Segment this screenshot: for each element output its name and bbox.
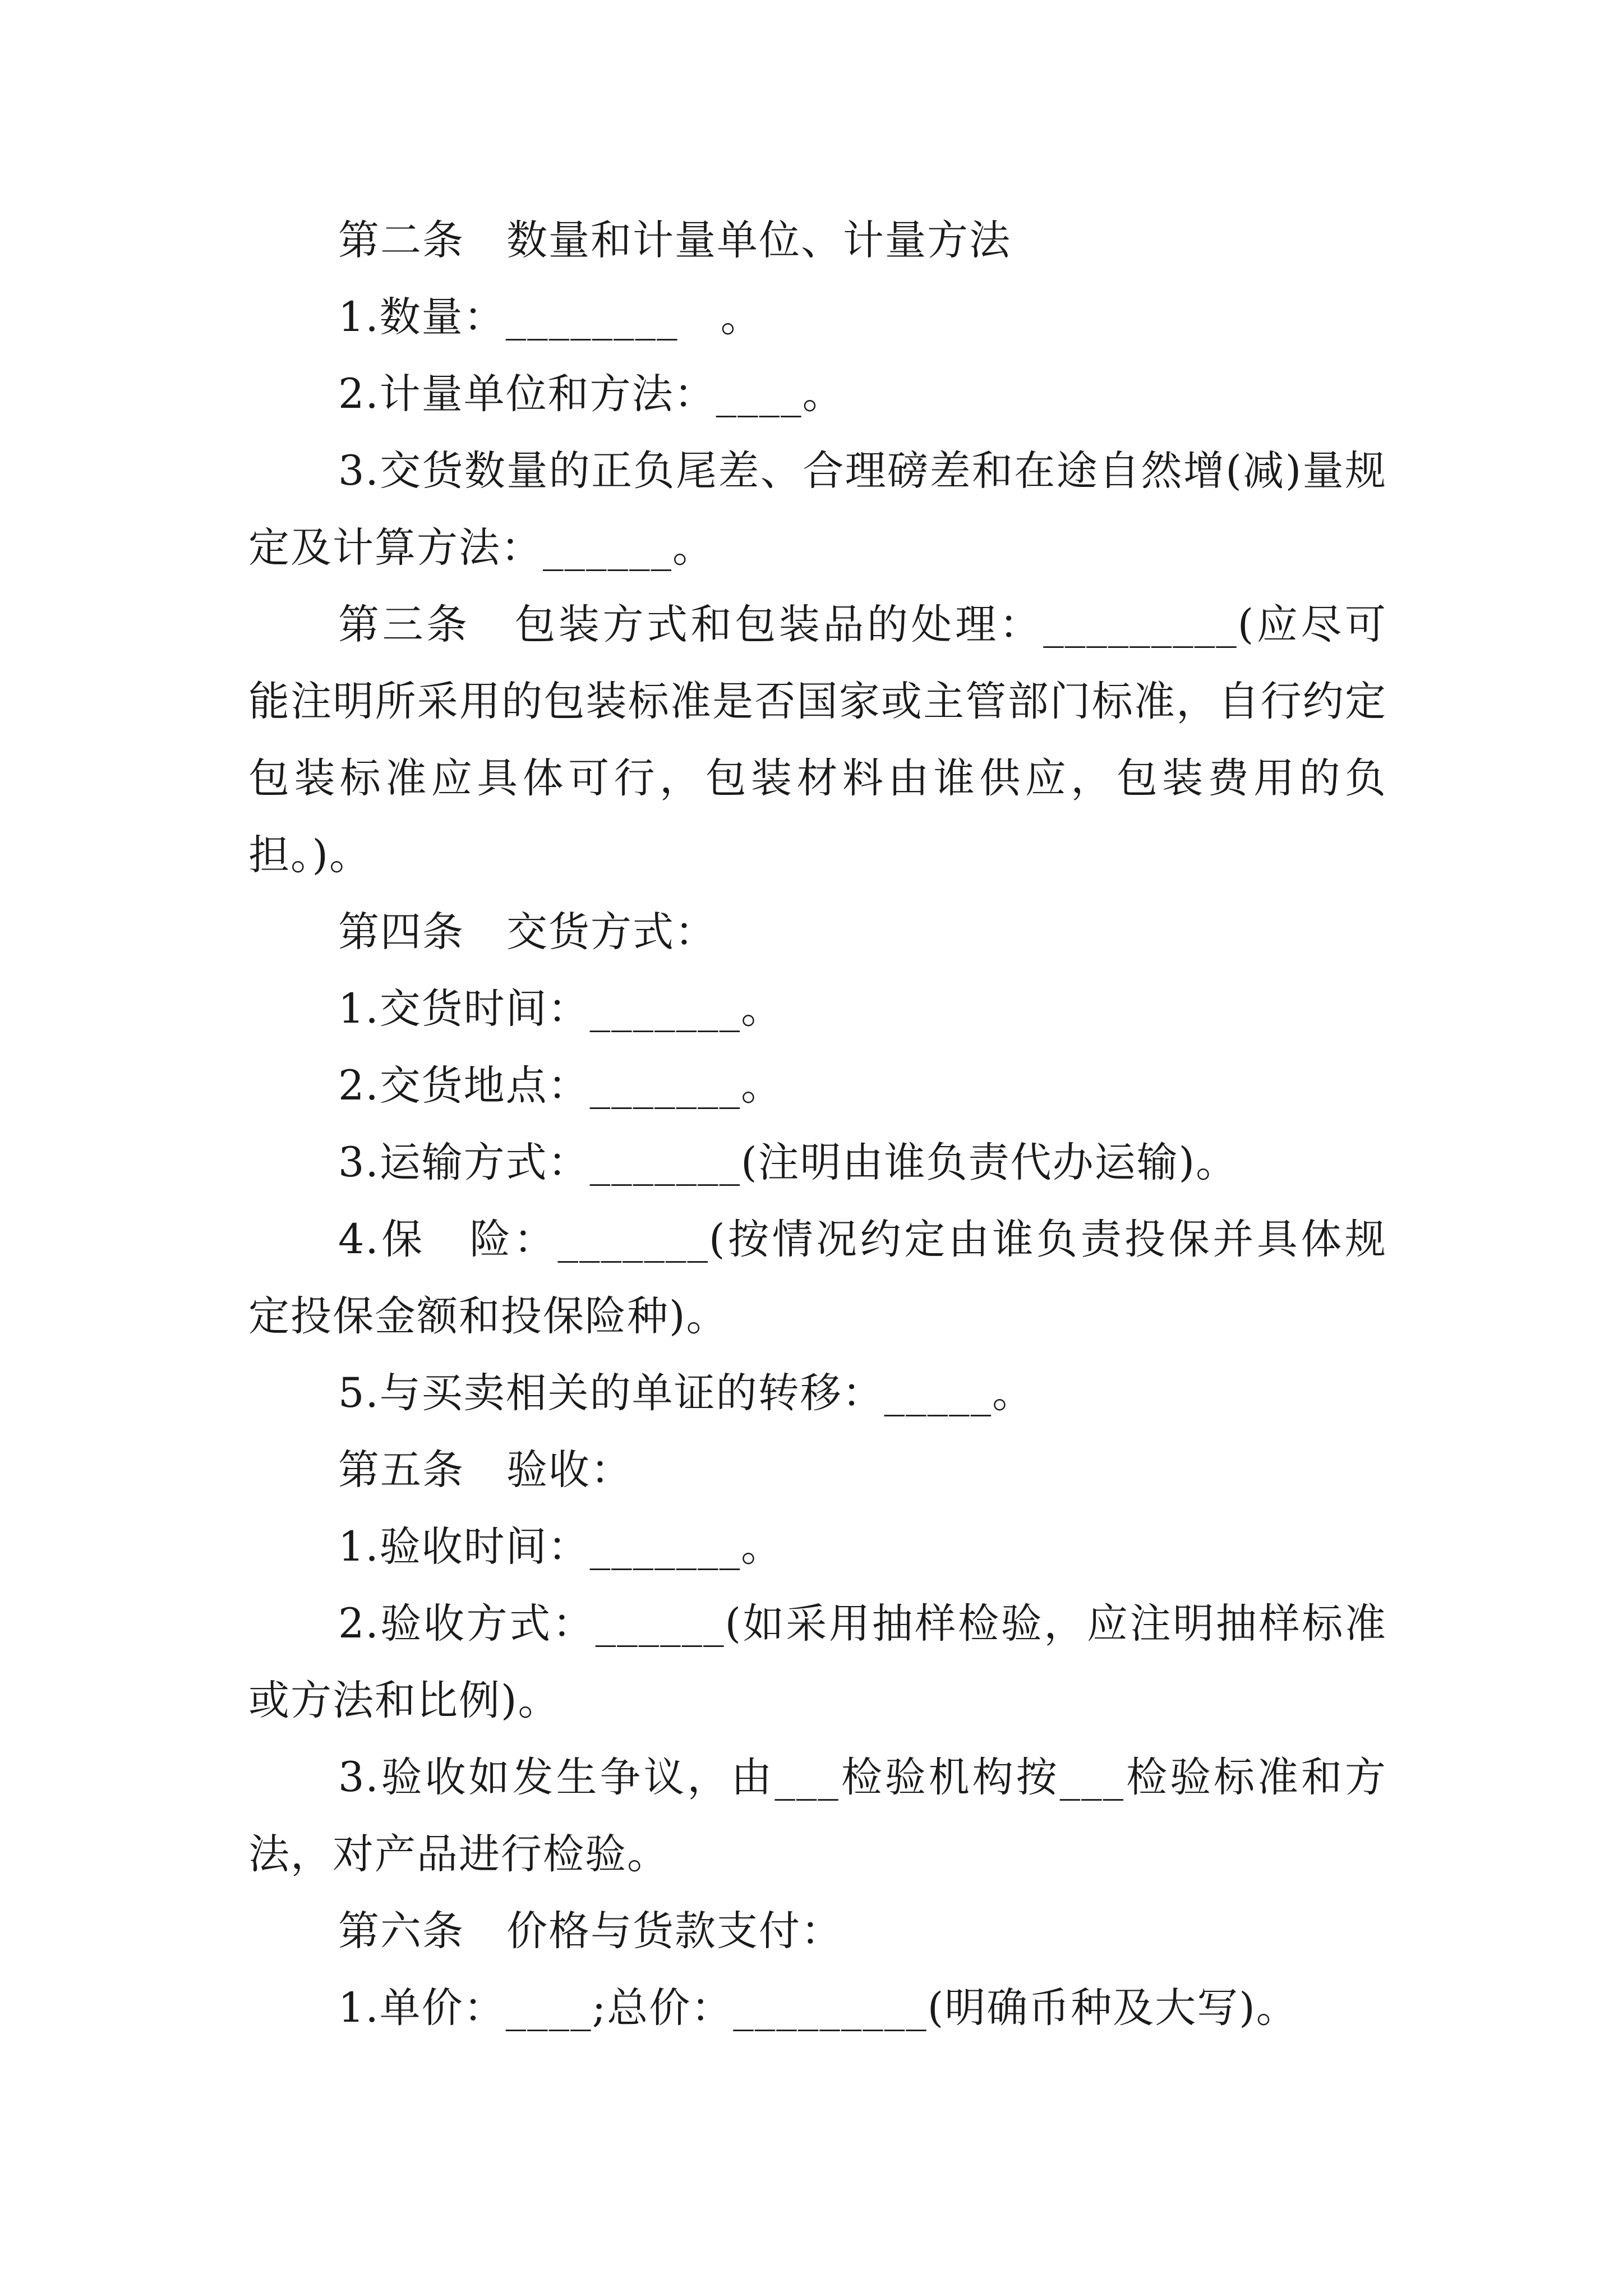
article-4-item-3: 3.运输方式：_______(注明由谁负责代办运输)。 bbox=[338, 1139, 1238, 1186]
article-4-item-1: 1.交货时间：_______。 bbox=[338, 985, 783, 1033]
article-6-heading: 第六条 价格与货款支付： bbox=[338, 1907, 843, 1955]
article-2-item-3: 3.交货数量的正负尾差、合理磅差和在途自然增(减)量规定及计算方法：______。 bbox=[248, 447, 1387, 572]
article-2-heading: 第二条 数量和计量单位、计量方法 bbox=[338, 217, 1011, 264]
article-2-item-1: 1.数量：________ 。 bbox=[338, 293, 763, 341]
article-4-item-5: 5.与买卖相关的单证的转移：_____。 bbox=[338, 1369, 1035, 1417]
article-5-item-1: 1.验收时间：_______。 bbox=[338, 1523, 783, 1571]
article-4-item-4: 4.保 险：_______(按情况约定由谁负责投保并具体规定投保金额和投保险种)。 bbox=[248, 1216, 1387, 1340]
article-3-packaging: 第三条 包装方式和包装品的处理：_________(应尽可能注明所采用的包装标准是否国家或主管部门标准，自行约定包装标准应具体可行，包装材料由谁供应，包装费用的负担。)。 bbox=[248, 601, 1387, 879]
article-5-heading: 第五条 验收： bbox=[338, 1446, 633, 1494]
article-2-item-2: 2.计量单位和方法：____。 bbox=[338, 370, 845, 418]
article-5-item-2: 2.验收方式：______(如采用抽样检验，应注明抽样标准或方法和比例)。 bbox=[248, 1600, 1387, 1724]
article-4-item-2: 2.交货地点：_______。 bbox=[338, 1062, 783, 1110]
article-4-heading: 第四条 交货方式： bbox=[338, 908, 717, 956]
article-5-item-3: 3.验收如发生争议，由___检验机构按___检验标准和方法，对产品进行检验。 bbox=[248, 1754, 1387, 1878]
article-6-item-1: 1.单价：____;总价：_________(明确币种及大写)。 bbox=[338, 1984, 1298, 2032]
contract-body bbox=[248, 202, 1387, 2046]
